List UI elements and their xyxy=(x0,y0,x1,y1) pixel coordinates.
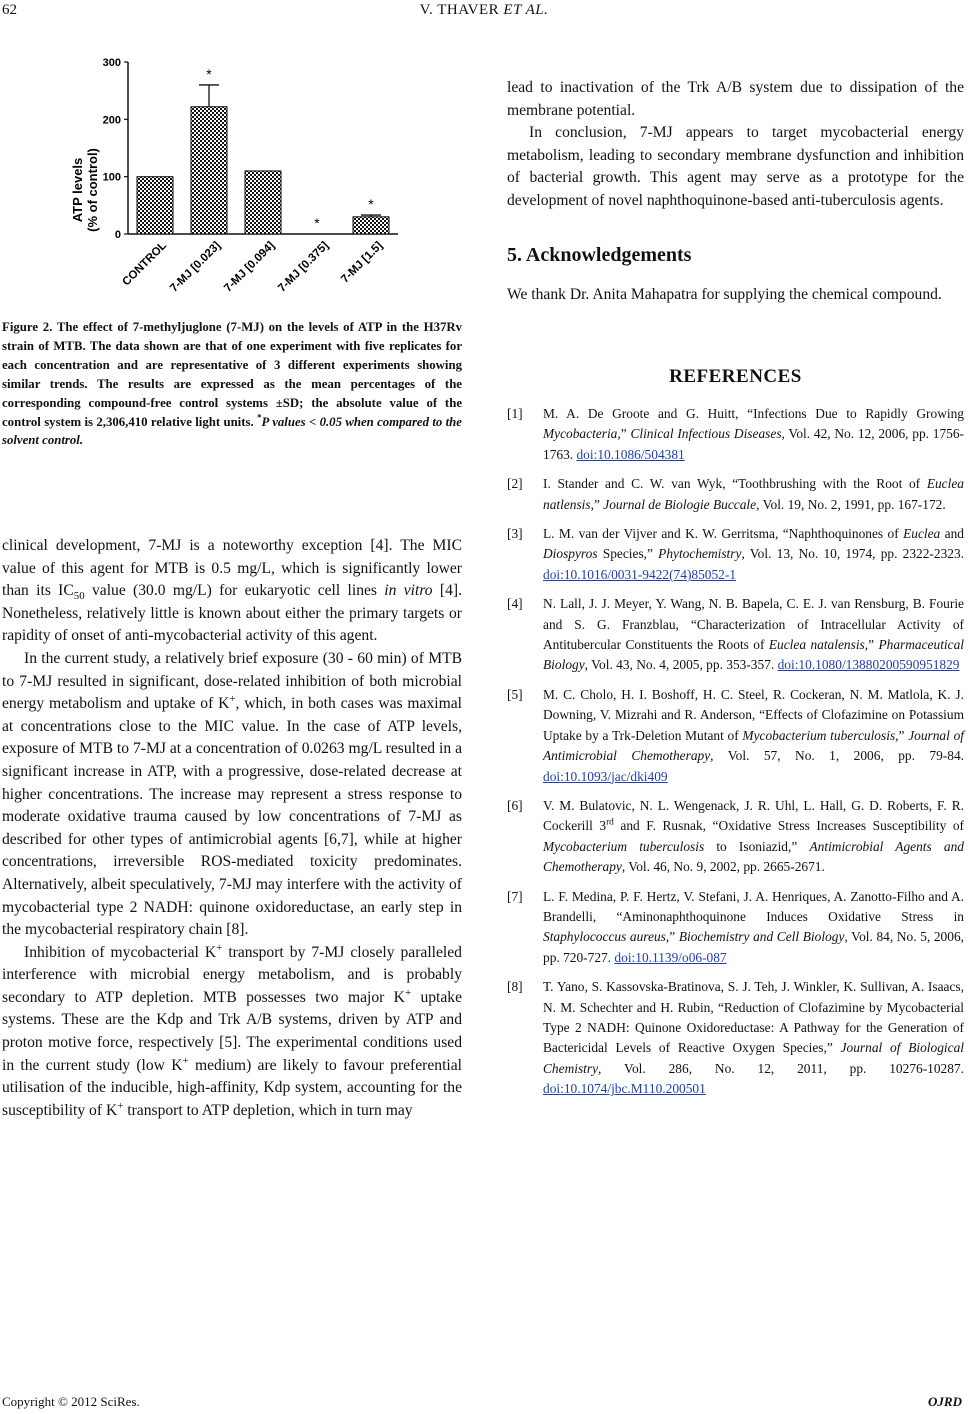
text-sup: + xyxy=(404,986,412,999)
text-run: Species,” xyxy=(597,546,659,562)
text-run: , Vol. 84, No. 5, 2006, pp. 720-727. xyxy=(543,929,964,965)
text-run: In the current study, a relatively brief exposure (30 - 60 min) of MTB to 7-MJ resulted in significant, dose-related inhibition of both microbial energy metabolism and uptake of K xyxy=(2,649,462,713)
text-sub: 50 xyxy=(73,590,85,603)
text-run: , which, in both cases was maximal at concentrations close to the MIC value. In the case of ATP levels, exposure of MTB to 7-MJ at a concentration of 0.0263 mg/L resulted in a significant increase in ATP, with a progressive, dose-related decrease at higher concentrations. The increase may represent a stress response to moderate oxidative trauma caused by low concentrations of 7-MJ as described for other types of antimicrobial agents [6,7], while at higher concentrations, irreversible ROS-mediated toxicity predominates. Alternatively, albeit speculatively, 7-MJ may interfere with the activity of mycobacterial type 2 NADH: quinone oxidoreductase, an early step in the mycobacterial respiratory chain [8]. xyxy=(2,695,462,939)
acknowledgements-heading: 5. Acknowledgements xyxy=(507,244,692,266)
reference-number: [1] xyxy=(507,406,523,421)
significance-asterisk: * xyxy=(206,65,212,82)
text-run: , Vol. 13, No. 10, 1974, pp. 2322-2323. xyxy=(741,546,965,562)
text-italic: Euclea natlensis xyxy=(543,476,964,512)
text-sup: + xyxy=(229,692,236,705)
bar xyxy=(137,177,173,234)
y-tick-label: 300 xyxy=(102,57,121,69)
paragraph: In conclusion, 7-MJ appears to target mycobacterial energy metabolism, leading to secondary membrane dysfunction and inhibition of bacterial growth. This agent may serve as a prototype for the development of novel naphthoquinone-based anti-tuberculosis agents. xyxy=(507,124,964,209)
text-italic: Staphylococcus aureus xyxy=(543,929,666,945)
text-run: transport to ATP depletion, which in turn may xyxy=(123,1101,413,1119)
reference-number: [7] xyxy=(507,888,523,904)
text-run: ,” xyxy=(590,496,604,512)
text-run: ,” xyxy=(665,929,679,945)
text-run: and F. Rusnak, “Oxidative Stress Increases Susceptibility of xyxy=(613,818,965,834)
text-italic: Mycobacterium tuberculosis xyxy=(543,838,705,854)
x-tick-label: 7-MJ [0.023] xyxy=(168,239,224,295)
text-sup: + xyxy=(117,1099,124,1112)
paragraph xyxy=(2,942,462,1123)
reference-item xyxy=(507,474,964,515)
text-sup: + xyxy=(216,941,223,954)
text-run: Inhibition of mycobacterial K xyxy=(24,943,217,961)
reference-number: [8] xyxy=(507,979,523,995)
doi-link[interactable]: doi:10.1074/jbc.M110.200501 xyxy=(543,1081,706,1097)
acknowledgements-text: We thank Dr. Anita Mahapatra for supplying the chemical compound. xyxy=(507,286,942,303)
text-run: transport by 7-MJ closely paralleled interference with microbial energy metabolism, and is probably secondary to ATP depletion. MTB possesses two major K xyxy=(2,943,462,1006)
text-run: , Vol. 19, No. 2, 1991, pp. 167-172. xyxy=(756,496,946,512)
x-tick-label: 7-MJ [1.5] xyxy=(339,239,386,286)
x-tick-label: CONTROL xyxy=(120,239,170,289)
x-tick-label: 7-MJ [0.094] xyxy=(222,239,278,295)
text-run: clinical development, 7-MJ is a noteworthy exception [4]. The MIC value of this agent for MTB is 0.5 mg/L, which is significantly lower than its IC xyxy=(2,537,462,600)
paragraph xyxy=(2,535,462,648)
text-run: M. A. De Groote and G. Huitt, “Infections Due to Rapidly Growing xyxy=(543,406,964,421)
reference-number: [5] xyxy=(507,686,523,702)
atp-bar-chart xyxy=(60,40,420,310)
x-tick-label: 7-MJ [0.375] xyxy=(276,239,332,295)
references-heading-wrap xyxy=(507,366,964,388)
y-tick-label: 200 xyxy=(102,114,121,127)
reference-number: [4] xyxy=(507,596,523,612)
doi-link[interactable]: doi:10.1080/13880200590951829 xyxy=(777,657,960,673)
text-run: medium) are likely to favour preferential utilisation of the inducible, high-affinity, Kdp system, accounting for the susceptibility of K xyxy=(2,1056,463,1119)
doi-link[interactable]: doi:10.1139/o06-087 xyxy=(614,949,727,965)
references-list xyxy=(507,404,964,1109)
p-value-text: P values < 0.05 when compared to the solvent control. xyxy=(2,414,462,448)
text-italic: Antimicrobial Agents and Chemotherapy xyxy=(543,838,964,875)
reference-item xyxy=(507,404,964,465)
text-run: , Vol. 42, No. 12, 2006, pp. 1756-1763. xyxy=(543,426,964,462)
text-italic: Journal of Biological Chemistry xyxy=(543,1040,964,1076)
reference-item xyxy=(507,796,964,878)
text-run: T. Yano, S. Kassovska-Bratinova, S. J. Teh, J. Winkler, K. Sullivan, A. Isaacs, N. M. Schechter and H. Rubin, “Reduction of Clofazimine by Mycobacterial Type 2 NADH: Quinone Oxidoreductase: A Pathway for the Generation of Bactericidal Levels of Reactive Oxygen Species,” xyxy=(543,979,964,1056)
reference-number: [3] xyxy=(507,526,523,542)
bar xyxy=(353,217,389,234)
text-italic: in vitro xyxy=(384,582,433,600)
text-run: , Vol. 286, No. 12, 2011, pp. 10276-10287. xyxy=(598,1060,964,1076)
figure-caption-text: The effect of 7-methyljuglone (7-MJ) on the levels of ATP in the H37Rv strain of MTB. The data shown are that of one experiment with five replicates for each concentration and are representative of 3 different experiments showing similar trends. The results are expressed as the mean percentages of the corresponding compound-free control systems ±SD; the absolute value of the control system is 2,306,410 relative light units. xyxy=(2,320,463,429)
reference-number: [2] xyxy=(507,476,523,492)
y-axis-label xyxy=(70,148,100,232)
figure-caption xyxy=(2,318,462,450)
reference-item xyxy=(507,977,964,1099)
paragraph xyxy=(2,648,462,942)
text-run: V. M. Bulatovic, N. L. Wengenack, J. R. Uhl, L. Hall, G. D. Roberts, F. R. Cockerill 3 xyxy=(543,797,964,834)
text-run: ,” xyxy=(895,727,909,743)
p-value-marker: * xyxy=(257,412,262,423)
right-column-body xyxy=(507,77,964,213)
footer-journal: OJRD xyxy=(928,1394,962,1409)
text-italic: Diospyros xyxy=(543,546,598,562)
header-authors: V. THAVER xyxy=(419,2,500,18)
text-italic: Pharmaceutical Biology xyxy=(543,637,964,673)
text-run: and xyxy=(940,526,964,542)
bar xyxy=(191,107,227,234)
text-run: L. M. van der Vijver and K. W. Gerritsma, “Naphthoquinones of xyxy=(543,526,904,542)
doi-link[interactable]: doi:10.1086/504381 xyxy=(576,446,685,462)
text-run: ,” xyxy=(864,637,879,653)
reference-number: [6] xyxy=(507,797,523,813)
text-italic: Phytochemistry xyxy=(658,546,742,562)
paragraph: lead to inactivation of the Trk A/B system due to dissipation of the membrane potential. xyxy=(507,79,964,119)
text-run: M. C. Cholo, H. I. Boshoff, H. C. Steel, R. Cockeran, N. M. Matlola, K. J. Downing, V. Mizrahi and R. Anderson, “Effects of Clofazimine on Potassium Uptake by a Trk-Deletion Mutant of xyxy=(543,686,964,743)
acknowledgements-section xyxy=(507,244,964,267)
text-italic: Mycobacteria xyxy=(543,426,618,442)
text-run: I. Stander and C. W. van Wyk, “Toothbrushing with the Root of xyxy=(543,476,927,492)
page-number: 62 xyxy=(2,2,17,18)
references-heading: REFERENCES xyxy=(669,366,802,387)
y-tick-label: 100 xyxy=(102,171,121,184)
text-run: value (30.0 mg/L) for eukaryotic cell lines xyxy=(84,582,385,600)
text-run: , Vol. 43, No. 4, 2005, pp. 353-357. xyxy=(584,657,778,673)
text-italic: Clinical Infectious Diseases xyxy=(630,426,782,442)
y-tick-label: 0 xyxy=(114,229,121,241)
reference-item xyxy=(507,524,964,585)
header-et-al: ET AL. xyxy=(503,2,549,18)
text-run: N. Lall, J. J. Meyer, Y. Wang, N. B. Bapela, C. E. J. van Rensburg, B. Fourie and S. G. Franzblau, “Characterization of Intracellular Activity of Antitubercular Constituents the Roots of xyxy=(543,596,964,653)
reference-item xyxy=(507,594,964,676)
text-run: [4]. Nonetheless, relatively little is known about either the primary targets or rapidity of onset of anti-mycobacterial activity of this agent. xyxy=(2,582,462,645)
doi-link[interactable]: doi:10.1093/jac/dki409 xyxy=(543,768,668,784)
significance-asterisk: * xyxy=(314,215,320,231)
text-run: , Vol. 57, No. 1, 2006, pp. 79-84. xyxy=(710,748,964,764)
significance-asterisk: * xyxy=(368,196,374,213)
figure-label: Figure 2. xyxy=(2,320,53,334)
text-run: , Vol. 46, No. 9, 2002, pp. 2665-2671. xyxy=(621,859,825,875)
text-run: to Isoniazid,” xyxy=(704,838,810,854)
reference-item xyxy=(507,887,964,969)
text-sup: + xyxy=(182,1054,189,1067)
text-run: L. F. Medina, P. F. Hertz, V. Stefani, J. A. Henriques, A. Zanotto-Filho and A. Brandelli, “Aminonaphthoquinone Induces Oxidative Stress in xyxy=(543,888,964,924)
text-run: uptake systems. These are the Kdp and Trk A/B systems, driven by ATP and proton motive force, respectively [5]. The experimental conditions used in the current study (low K xyxy=(2,988,463,1074)
footer-copyright: Copyright © 2012 SciRes. xyxy=(2,1394,140,1409)
y-axis-label-line2: (% of control) xyxy=(85,148,100,232)
y-axis-label-line1: ATP levels xyxy=(70,157,85,223)
text-italic: Euclea xyxy=(903,526,941,542)
running-header xyxy=(0,2,968,19)
left-column-body xyxy=(2,535,462,1122)
text-italic: Biochemistry and Cell Biology xyxy=(678,929,845,945)
text-run: ,” xyxy=(617,426,631,442)
text-italic: Journal de Biologie Buccale xyxy=(603,496,757,512)
doi-link[interactable]: doi:10.1016/0031-9422(74)85052-1 xyxy=(543,566,737,582)
text-italic: Mycobacterium tuberculosis xyxy=(742,727,896,743)
text-italic: Euclea natalensis xyxy=(768,637,865,653)
text-sup: rd xyxy=(606,817,614,828)
reference-item xyxy=(507,685,964,787)
bar xyxy=(245,171,281,234)
text-italic: Journal of Antimicrobial Chemotherapy xyxy=(543,727,964,764)
